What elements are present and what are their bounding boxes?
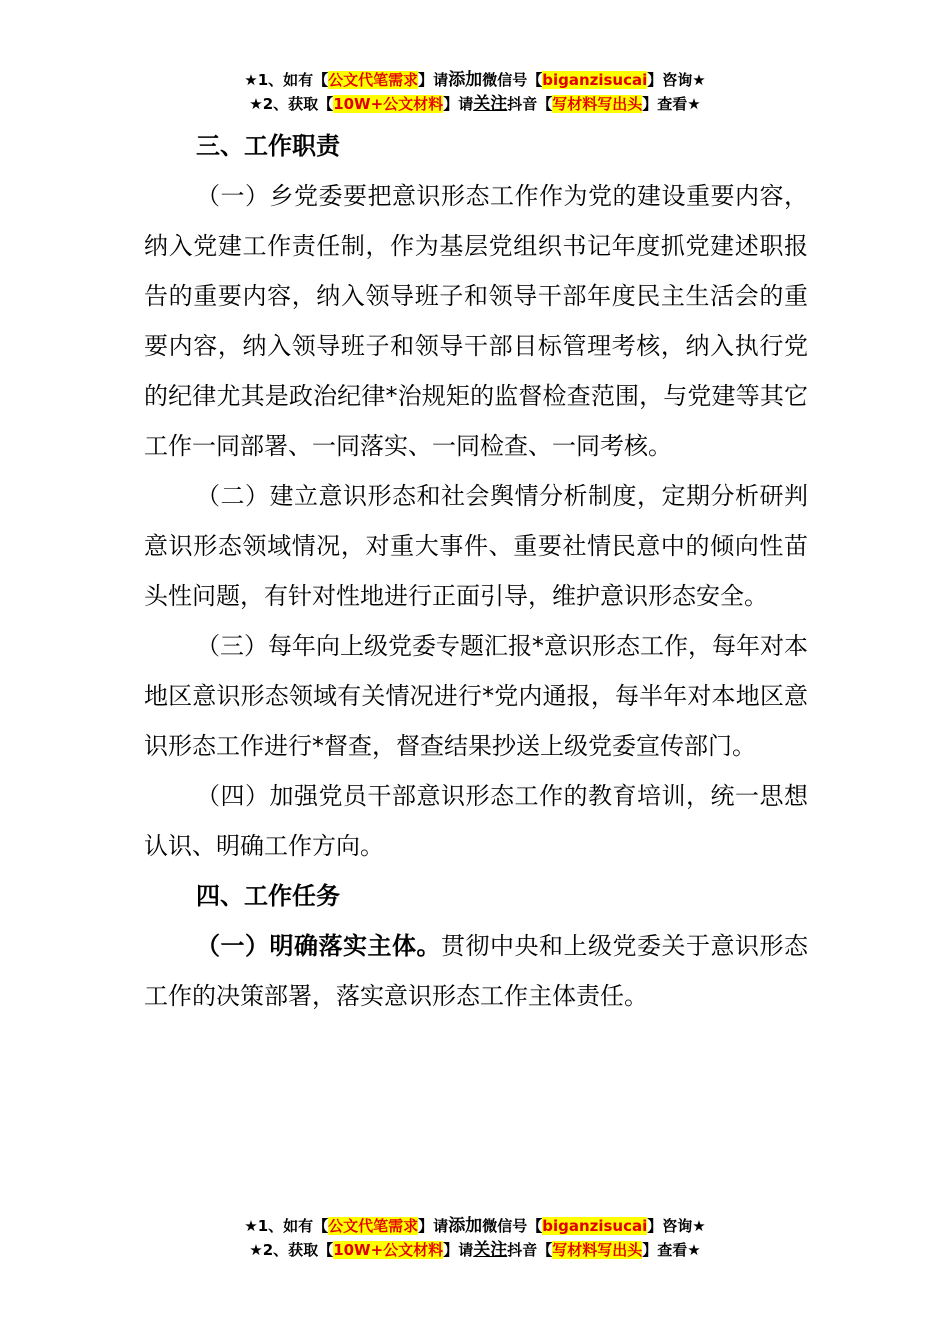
- promo-highlight: 10W+公文材料: [333, 1241, 444, 1259]
- promo-emphasis: 关注: [473, 1240, 508, 1260]
- promo-line-1: [0, 1214, 950, 1238]
- bottom-promo-banner: [0, 1214, 950, 1262]
- promo-highlight: 写材料写出头: [552, 95, 643, 113]
- promo-text: 抖音【: [507, 95, 553, 113]
- paragraph: （二）建立意识形态和社会舆情分析制度，定期分析研判意识形态领域情况，对重大事件、重要社情民意中的倾向性苗头性问题，有针对性地进行正面引导，维护意识形态安全。: [144, 482, 808, 610]
- promo-text: 】请: [443, 1241, 474, 1259]
- promo-line-2: [0, 92, 950, 116]
- promo-text: 微信号【: [482, 1217, 543, 1235]
- promo-text: 】咨询★: [647, 71, 706, 89]
- promo-text: 】查看★: [642, 95, 701, 113]
- paragraph-text: 贯彻中央和上级党委关于意识形态工作的决策部署，落实意识形态工作主体责任。: [144, 932, 808, 1010]
- promo-highlight: 10W+公文材料: [333, 95, 444, 113]
- promo-text: ★1、如有【: [244, 1217, 329, 1235]
- promo-text: 抖音【: [507, 1241, 553, 1259]
- paragraph: [144, 921, 808, 1021]
- promo-text: 】请: [443, 95, 474, 113]
- promo-highlight: 公文代笔需求: [328, 71, 419, 89]
- promo-text: 】查看★: [642, 1241, 701, 1259]
- promo-text: 】请: [418, 71, 449, 89]
- promo-text: ★2、获取【: [249, 1241, 334, 1259]
- section-heading: 三、工作职责: [196, 132, 340, 160]
- promo-emphasis: 添加: [448, 1216, 483, 1236]
- promo-emphasis: 添加: [448, 70, 483, 90]
- promo-highlight: 公文代笔需求: [328, 1217, 419, 1235]
- paragraph: （三）每年向上级党委专题汇报*意识形态工作，每年对本地区意识形态领域有关情况进行*党内通报，每半年对本地区意识形态工作进行*督查，督查结果抄送上级党委宣传部门。: [144, 632, 808, 760]
- promo-text: 微信号【: [482, 71, 543, 89]
- promo-highlight: 写材料写出头: [552, 1241, 643, 1259]
- promo-text: 】请: [418, 1217, 449, 1235]
- promo-text: ★2、获取【: [249, 95, 334, 113]
- promo-text: 】咨询★: [647, 1217, 706, 1235]
- section-heading: 四、工作任务: [196, 882, 340, 910]
- promo-text: ★1、如有【: [244, 71, 329, 89]
- promo-emphasis: 关注: [473, 94, 508, 114]
- promo-highlight: biganzisucai: [542, 71, 648, 89]
- paragraph: （一）乡党委要把意识形态工作作为党的建设重要内容，纳入党建工作责任制，作为基层党组织书记年度抓党建述职报告的重要内容，纳入领导班子和领导干部年度民主生活会的重要内容，纳入领导班子和领导干部目标管理考核，纳入执行党的纪律尤其是政治纪律*治规矩的监督检查范围，与党建等其它工作一同部署、一同落实、一同检查、一同考核。: [144, 182, 808, 460]
- promo-line-2: [0, 1238, 950, 1262]
- paragraph-lead: （一）明确落实主体。: [196, 932, 441, 960]
- promo-line-1: [0, 68, 950, 92]
- top-promo-banner: [0, 68, 950, 116]
- document-body: [144, 121, 808, 1021]
- paragraph: （四）加强党员干部意识形态工作的教育培训，统一思想认识、明确工作方向。: [144, 782, 808, 860]
- promo-highlight: biganzisucai: [542, 1217, 648, 1235]
